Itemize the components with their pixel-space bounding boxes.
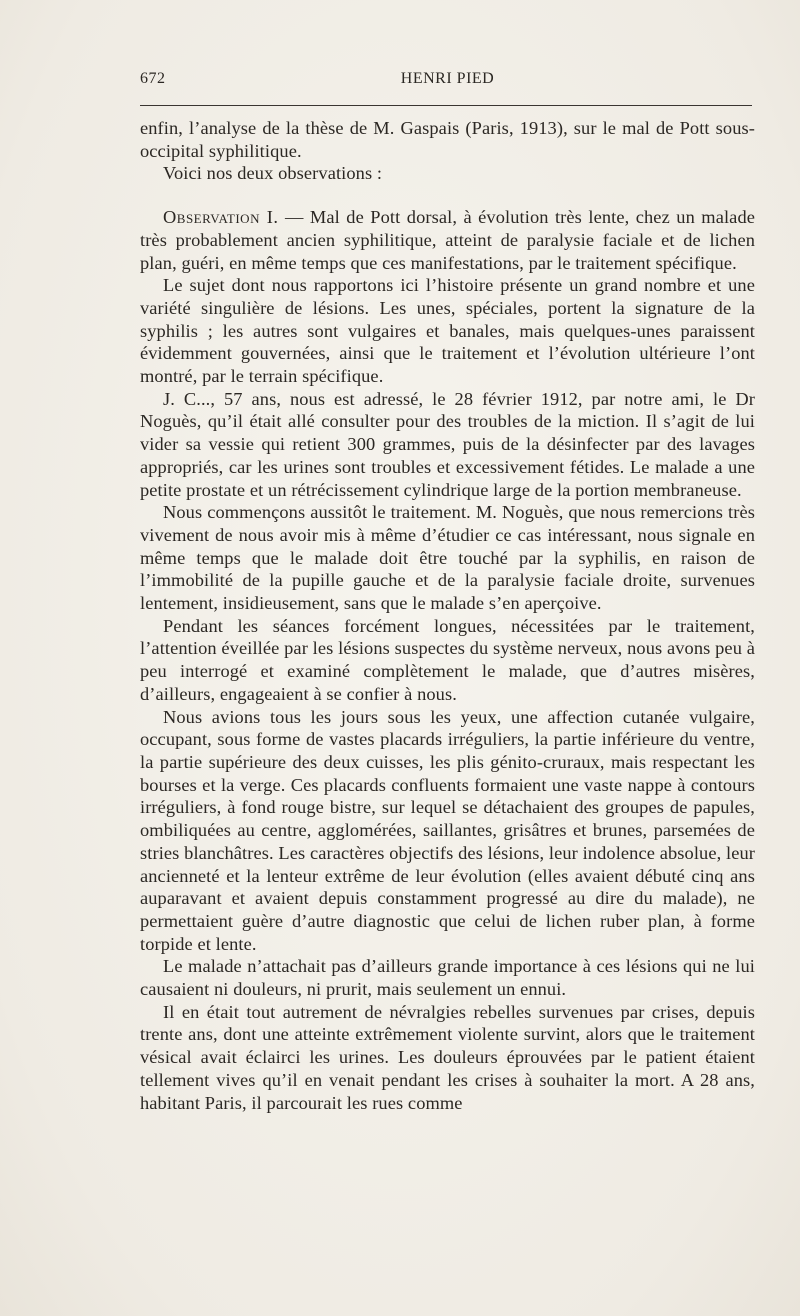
- paragraph: Pendant les séances forcément longues, nécessitées par le traitement, l’attention éveillée par les lésions suspectes du système nerveux, nous avons peu à peu interrogé et examiné complètement le malade, que d’autres misères, d’ailleurs, engageaient à se confier à nous.: [140, 615, 755, 704]
- paragraph: J. C..., 57 ans, nous est adressé, le 28 février 1912, par notre ami, le Dr Noguès, qu’il était allé consulter pour des troubles de la miction. Il s’agit de lui vider sa vessie qui retient 300 grammes, puis de la désinfecter par des lavages appropriés, car les urines sont troubles et excessivement fétides. Le malade a une petite prostate et un rétrécissement cylindrique large de la portion membraneuse.: [140, 388, 755, 500]
- running-title: HENRI PIED: [400, 70, 495, 87]
- page-number: 672: [140, 70, 166, 87]
- paragraph: Nous avions tous les jours sous les yeux, une affection cutanée vulgaire, occupant, sous forme de vastes placards irréguliers, la partie inférieure du ventre, la partie supérieure des deux cuisses, les plis génito-cruraux, mais respectant les bourses et la verge. Ces placards confluents formaient une vaste nappe à contours irréguliers, à fond rouge bistre, sur lequel se détachaient des groupes de papules, ombiliquées au centre, agglomérées, saillantes, grisâtres et brunes, parsemées de stries blanchâtres. Les caractères objectifs des lésions, leur indolence absolue, leur ancienneté et la lenteur extrême de leur évolution (elles avaient débuté cinq ans auparavant et avaient depuis constamment progressé au dire du malade), ne permettaient guère d’autre diagnostic que celui de lichen ruber plan, à forme torpide et lente.: [140, 706, 755, 954]
- observation-heading-paragraph: [140, 206, 755, 274]
- page-header: [140, 70, 755, 92]
- paragraph: Voici nos deux observations :: [163, 163, 383, 184]
- paragraph: Le sujet dont nous rapportons ici l’histoire présente un grand nombre et une variété singulière de lésions. Les unes, spéciales, portent la signature de la syphilis ; les autres sont vulgaires et banales, mais quelques-unes paraissent évidemment gouvernées, ainsi que le traitement et l’évolution ultérieure l’ont montré, par le terrain spécifique.: [140, 275, 755, 387]
- paragraph: Le malade n’attachait pas d’ailleurs grande importance à ces lésions qui ne lui causaient ni douleurs, ni prurit, mais seulement un ennui.: [140, 956, 755, 1000]
- observation-label: Observation I.: [163, 207, 279, 228]
- observation-title: — Mal de Pott dorsal, à évolution très lente, chez un malade très probablement ancien syphilitique, atteint de paralysie faciale et de lichen plan, guéri, en même temps que ces manifestations, par le traitement spécifique.: [140, 207, 756, 273]
- body-text: [140, 117, 755, 1114]
- paragraph: enfin, l’analyse de la thèse de M. Gaspais (Paris, 1913), sur le mal de Pott sous-occipital syphilitique.: [140, 118, 755, 161]
- paragraph: Nous commençons aussitôt le traitement. M. Noguès, que nous remercions très vivement de nous avoir mis à même d’étudier ce cas intéressant, nous signale en même temps que le malade doit être touché par la syphilis, en raison de l’immobilité de la pupille gauche et de la paralysie faciale droite, survenues lentement, insidieusement, sans que le malade s’en aperçoive.: [140, 502, 755, 614]
- header-rule: [140, 105, 752, 106]
- paragraph: Il en était tout autrement de névralgies rebelles survenues par crises, depuis trente ans, dont une atteinte extrêmement violente survint, alors que le traitement vésical avait éclairci les urines. Les douleurs éprouvées par le patient étaient tellement vives qu’il en venait pendant les crises à souhaiter la mort. A 28 ans, habitant Paris, il parcourait les rues comme: [140, 1001, 755, 1113]
